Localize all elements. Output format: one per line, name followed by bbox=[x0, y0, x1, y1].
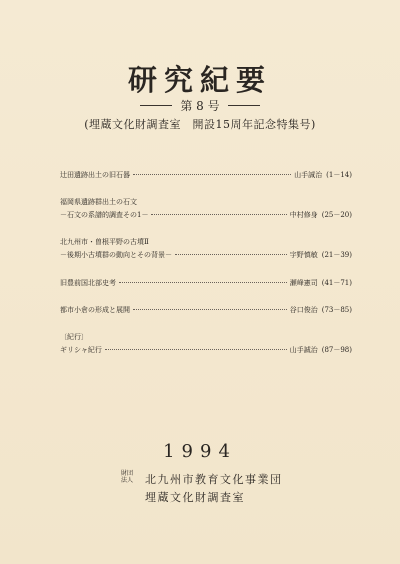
publisher-kind bbox=[117, 470, 137, 484]
toc-author: 瀬峰憲司 bbox=[289, 279, 318, 287]
toc-author: 山手誠治 bbox=[294, 171, 323, 179]
toc-title: 北九州市・曽根平野の古墳Ⅱ bbox=[60, 238, 149, 246]
issue-rule-right bbox=[228, 105, 260, 106]
publisher-name: 北九州市教育文化事業団 bbox=[145, 473, 283, 486]
toc-entry bbox=[60, 197, 352, 223]
toc-entry bbox=[60, 278, 352, 291]
toc-pages: (41－71) bbox=[321, 279, 352, 287]
toc-pages: (87－98) bbox=[321, 346, 352, 354]
toc-leader bbox=[133, 309, 287, 310]
toc-title: 福岡県遺跡群出土の石文 bbox=[60, 198, 137, 206]
toc-title: 旧豊前国北部史考 bbox=[60, 279, 116, 287]
toc-leader bbox=[105, 349, 287, 350]
toc-entry bbox=[60, 237, 352, 263]
publisher-kind-line: 財団 bbox=[120, 470, 133, 477]
toc-pages: (25－20) bbox=[321, 211, 352, 219]
toc-pages: (21－39) bbox=[321, 251, 352, 259]
toc-leader bbox=[151, 214, 286, 215]
toc-subtitle: －後期小古墳群の動向とその背景－ bbox=[60, 251, 172, 259]
toc-line bbox=[60, 278, 352, 291]
toc-line bbox=[60, 345, 352, 358]
issue-rule-left bbox=[140, 105, 172, 106]
publication-year: 1994 bbox=[163, 441, 237, 462]
toc-entry bbox=[60, 305, 352, 318]
publisher-kind-line: 法人 bbox=[120, 477, 133, 484]
toc-entry bbox=[60, 170, 352, 183]
toc-entry bbox=[60, 332, 352, 358]
toc-title: ギリシャ紀行 bbox=[60, 346, 102, 354]
journal-title: 研究紀要 bbox=[127, 63, 272, 97]
publisher-department: 埋蔵文化財調査室 bbox=[145, 491, 245, 504]
toc-leader bbox=[119, 282, 287, 283]
toc-leader bbox=[133, 174, 291, 175]
toc-line bbox=[60, 250, 352, 263]
toc-title: 辻田遺跡出土の旧石器 bbox=[60, 171, 130, 179]
journal-subtitle: (埋蔵文化財調査室 開設15周年記念特集号) bbox=[84, 118, 316, 131]
toc-subtitle: －石文の系譜的調査その1－ bbox=[60, 211, 149, 219]
toc-line bbox=[60, 305, 352, 318]
toc-leader bbox=[175, 254, 287, 255]
toc-author: 谷口俊治 bbox=[289, 306, 318, 314]
toc-author: 山手誠治 bbox=[289, 346, 318, 354]
toc-author: 宇野慎敏 bbox=[289, 251, 318, 259]
issue-number bbox=[0, 97, 400, 114]
toc-line bbox=[60, 210, 352, 223]
issue-label: 第 8 号 bbox=[180, 99, 220, 113]
toc-section-label: 〔紀行〕 bbox=[60, 333, 88, 341]
toc-pages: (1－14) bbox=[326, 171, 352, 179]
toc-author: 中村修身 bbox=[289, 211, 318, 219]
toc-title: 都市小倉の形成と展開 bbox=[60, 306, 130, 314]
toc-pages: (73－85) bbox=[321, 306, 352, 314]
toc-line bbox=[60, 170, 352, 183]
